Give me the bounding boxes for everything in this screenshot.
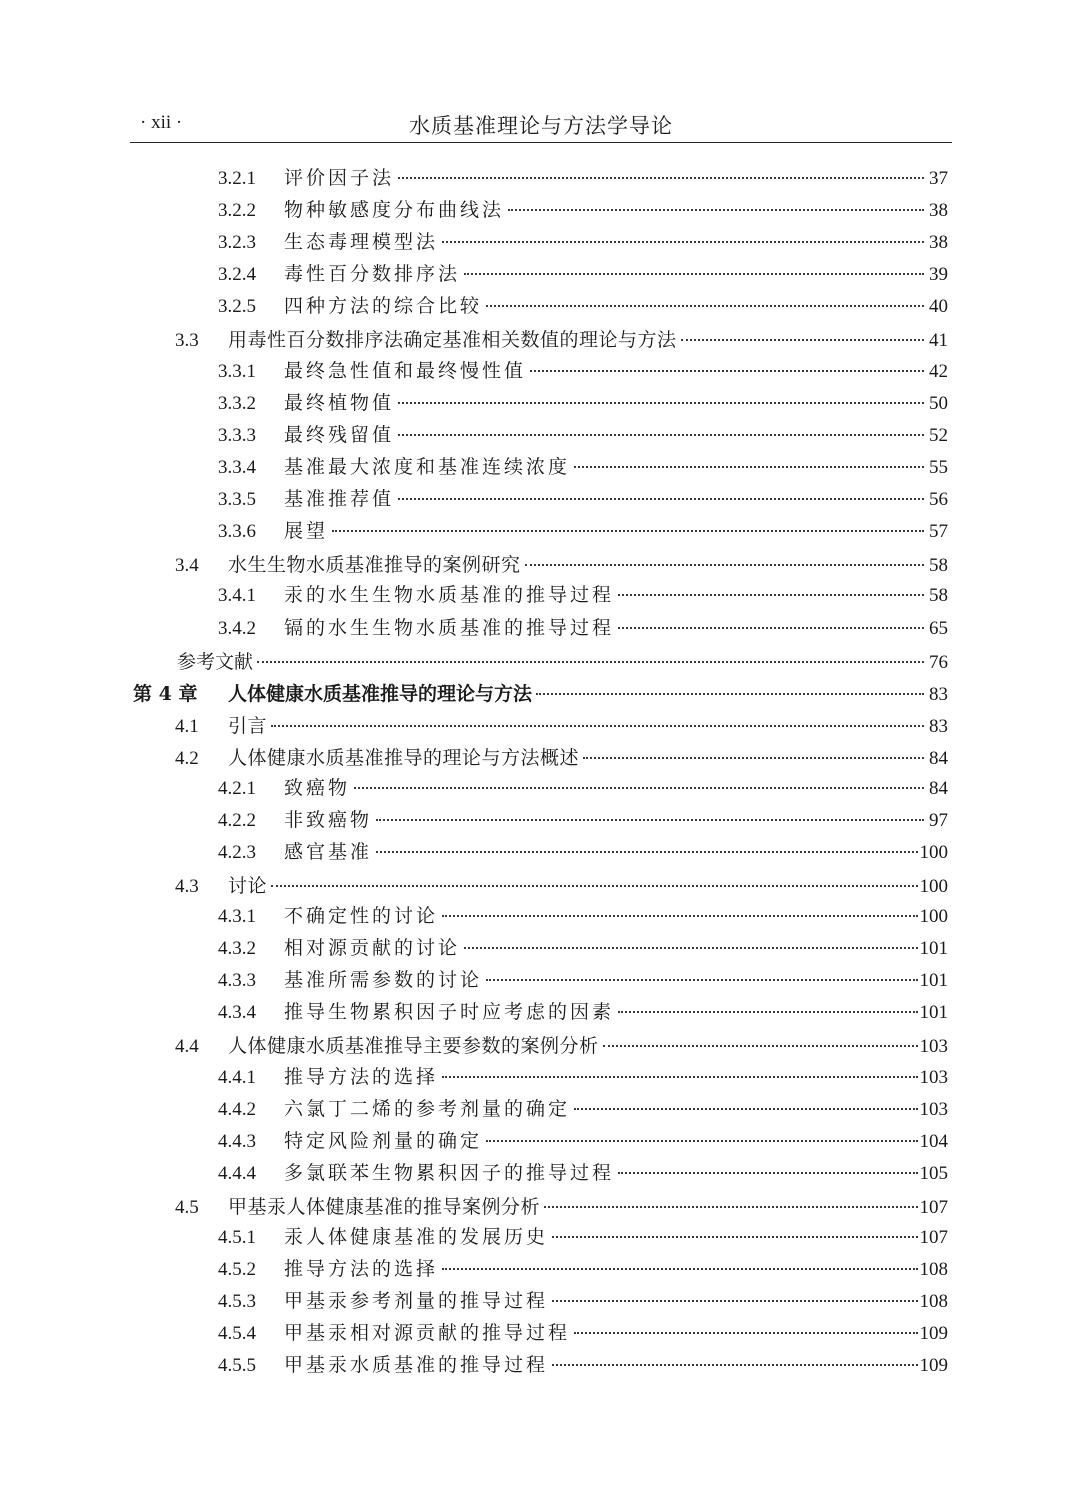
dot-leader [574,1332,917,1334]
entry-page: 39 [929,264,948,285]
dot-leader [398,498,924,500]
entry-page: 38 [929,232,948,253]
entry-title: 特定风险剂量的确定 [284,1130,483,1152]
entry-number: 3.2.4 [218,264,256,285]
entry-page: 42 [929,361,948,382]
dot-leader [271,885,917,887]
entry-title: 用毒性百分数排序法确定基准相关数值的理论与方法 [228,329,677,351]
entry-number: 4.5.3 [218,1291,256,1312]
entry-number: 4.4.4 [218,1163,256,1184]
entry-title: 引言 [228,715,268,737]
entry-page: 100 [919,842,948,863]
entry-number: 4.5.2 [218,1259,256,1280]
entry-number: 4.3 [175,876,199,897]
entry-number: 4.4.3 [218,1131,256,1152]
toc-entry[interactable] [218,1286,948,1318]
entry-number: 3.4 [175,555,199,576]
toc-entry[interactable] [218,484,948,516]
toc-entry[interactable] [218,1158,948,1190]
toc-entry[interactable] [218,997,948,1029]
dot-leader [618,1172,917,1174]
entry-page: 37 [929,168,948,189]
chapter-number: 第 4 章 [133,683,198,705]
dot-leader [552,1236,917,1238]
entry-title: 推导生物累积因子时应考虑的因素 [284,1001,615,1023]
entry-page: 83 [929,716,948,737]
toc-entry[interactable] [175,871,948,903]
entry-title: 评价因子法 [284,167,395,189]
entry-title: 最终植物值 [284,392,395,414]
entry-title: 甲基汞相对源贡献的推导过程 [284,1322,571,1344]
entry-page: 50 [929,393,948,414]
dot-leader [603,1045,918,1047]
entry-title: 不确定性的讨论 [284,905,439,927]
dot-leader [376,851,917,853]
dot-leader [442,241,924,243]
toc-entry[interactable] [218,1094,948,1126]
entry-number: 4.3.3 [218,970,256,991]
entry-page: 107 [919,1227,948,1248]
dot-leader [398,402,924,404]
toc-entry[interactable] [175,325,948,357]
entry-number: 4.4.1 [218,1067,256,1088]
entry-number: 3.3 [175,330,199,351]
entry-title: 最终残留值 [284,424,395,446]
dot-leader [574,466,924,468]
entry-number: 4.1 [175,716,199,737]
toc-entry[interactable] [218,1318,948,1350]
entry-page: 41 [929,330,948,351]
dot-leader [442,915,917,917]
toc-entry[interactable] [218,195,948,227]
entry-number: 3.2.1 [218,168,256,189]
toc-entry[interactable] [175,1031,948,1063]
entry-number: 3.4.1 [218,585,256,606]
entry-number: 4.5.5 [218,1355,256,1376]
entry-page: 109 [919,1355,948,1376]
entry-page: 103 [919,1099,948,1120]
dot-leader [442,1076,917,1078]
entry-title: 水生生物水质基准推导的案例研究 [228,554,521,576]
entry-page: 101 [919,1002,948,1023]
entry-page: 104 [919,1131,948,1152]
entry-page: 100 [919,906,948,927]
toc-entry[interactable] [175,1192,948,1224]
dot-leader [508,209,924,211]
dot-leader [486,305,924,307]
dot-leader [354,787,924,789]
entry-number: 4.3.2 [218,938,256,959]
dot-leader [618,627,924,629]
toc-entry[interactable] [218,259,948,291]
toc-entry[interactable] [218,965,948,997]
dot-leader [618,594,924,596]
dot-leader [552,1300,917,1302]
toc-entry[interactable] [218,1126,948,1158]
entry-page: 108 [919,1291,948,1312]
dot-leader [618,1011,917,1013]
entry-title: 基准最大浓度和基准连续浓度 [284,456,571,478]
entry-number: 4.2.2 [218,810,256,831]
toc-entry[interactable] [218,901,948,933]
dot-leader [398,434,924,436]
entry-number: 3.3.3 [218,425,256,446]
entry-title: 基准所需参数的讨论 [284,969,483,991]
dot-leader [332,530,924,532]
toc-entry[interactable] [218,356,948,388]
entry-number: 3.3.5 [218,489,256,510]
toc-entry[interactable] [175,743,948,775]
entry-title: 推导方法的选择 [284,1258,439,1280]
dot-leader [442,1268,917,1270]
toc-entry[interactable] [218,227,948,259]
entry-page: 84 [929,748,948,769]
entry-page: 107 [919,1197,948,1218]
entry-title: 最终急性值和最终慢性值 [284,360,527,382]
entry-page: 83 [929,684,948,705]
toc-entry[interactable] [218,933,948,965]
entry-title: 六氯丁二烯的参考剂量的确定 [284,1098,571,1120]
toc-entry[interactable] [218,516,948,548]
toc-entry[interactable] [218,1350,948,1382]
dot-leader [525,564,924,566]
toc-entry[interactable] [218,1254,948,1286]
entry-number: 3.2.2 [218,200,256,221]
toc-entry[interactable] [218,163,948,195]
toc-entry[interactable] [218,291,948,323]
toc-entry[interactable] [218,613,948,645]
entry-number: 3.3.1 [218,361,256,382]
toc-entry[interactable] [218,420,948,452]
entry-number: 4.5.1 [218,1227,256,1248]
entry-number: 3.3.6 [218,521,256,542]
toc-entry[interactable] [218,1222,948,1254]
entry-number: 4.2.3 [218,842,256,863]
dot-leader [530,370,924,372]
dot-leader [271,725,924,727]
entry-page: 108 [919,1259,948,1280]
entry-title: 展望 [284,520,329,542]
toc-entry-references[interactable] [177,647,948,679]
entry-number: 4.5 [175,1197,199,1218]
toc-entry[interactable] [218,837,948,869]
entry-title: 生态毒理模型法 [284,231,439,253]
toc-chapter[interactable] [133,679,948,711]
entry-title: 毒性百分数排序法 [284,263,461,285]
entry-page: 101 [919,970,948,991]
toc-entry[interactable] [218,388,948,420]
dot-leader [464,273,924,275]
toc-entry[interactable] [218,1062,948,1094]
entry-title: 感官基准 [284,841,373,863]
toc-entry[interactable] [218,773,948,805]
entry-title: 人体健康水质基准推导主要参数的案例分析 [228,1035,599,1057]
dot-leader [398,177,924,179]
dot-leader [544,1206,917,1208]
entry-page: 58 [929,585,948,606]
entry-page: 58 [929,555,948,576]
entry-page: 65 [929,618,948,639]
entry-title: 参考文献 [177,651,254,673]
dot-leader [574,1108,917,1110]
entry-number: 3.3.4 [218,457,256,478]
dot-leader [486,979,917,981]
entry-title: 基准推荐值 [284,488,395,510]
entry-page: 103 [919,1036,948,1057]
entry-title: 人体健康水质基准推导的理论与方法概述 [228,747,580,769]
entry-page: 105 [919,1163,948,1184]
entry-number: 3.3.2 [218,393,256,414]
entry-page: 40 [929,296,948,317]
toc-entry[interactable] [175,550,948,582]
entry-title: 多氯联苯生物累积因子的推导过程 [284,1162,615,1184]
entry-number: 4.2.1 [218,778,256,799]
entry-page: 56 [929,489,948,510]
toc-entry[interactable] [218,805,948,837]
entry-number: 3.2.5 [218,296,256,317]
entry-title: 甲基汞人体健康基准的推导案例分析 [228,1196,541,1218]
entry-number: 4.4 [175,1036,199,1057]
entry-title: 物种敏感度分布曲线法 [284,199,505,221]
entry-title: 讨论 [228,875,268,897]
entry-title: 汞的水生生物水质基准的推导过程 [284,584,615,606]
entry-number: 4.2 [175,748,199,769]
entry-title: 致癌物 [284,777,351,799]
entry-page: 84 [929,778,948,799]
entry-page: 109 [919,1323,948,1344]
page-number: · xii · [140,112,183,133]
dot-leader [552,1364,917,1366]
entry-page: 100 [919,876,948,897]
book-title: 水质基准理论与方法学导论 [409,114,673,138]
entry-number: 4.3.1 [218,906,256,927]
toc-entry[interactable] [175,711,948,743]
entry-title: 甲基汞参考剂量的推导过程 [284,1290,549,1312]
entry-page: 57 [929,521,948,542]
entry-page: 101 [919,938,948,959]
entry-page: 76 [929,652,948,673]
toc-entry[interactable] [218,580,948,612]
entry-page: 38 [929,200,948,221]
entry-title: 相对源贡献的讨论 [284,937,461,959]
entry-number: 4.4.2 [218,1099,256,1120]
entry-title: 镉的水生生物水质基准的推导过程 [284,617,615,639]
entry-title: 推导方法的选择 [284,1066,439,1088]
entry-page: 97 [929,810,948,831]
dot-leader [583,757,924,759]
running-header [130,108,952,143]
entry-page: 52 [929,425,948,446]
entry-page: 103 [919,1067,948,1088]
entry-page: 55 [929,457,948,478]
entry-number: 4.3.4 [218,1002,256,1023]
entry-title: 四种方法的综合比较 [284,295,483,317]
entry-title: 非致癌物 [284,809,373,831]
dot-leader [376,819,924,821]
dot-leader [681,339,924,341]
entry-number: 3.4.2 [218,618,256,639]
dot-leader [486,1140,917,1142]
dot-leader [536,693,924,695]
entry-number: 3.2.3 [218,232,256,253]
dot-leader [464,947,917,949]
entry-title: 汞人体健康基准的发展历史 [284,1226,549,1248]
toc-entry[interactable] [218,452,948,484]
entry-title: 甲基汞水质基准的推导过程 [284,1354,549,1376]
dot-leader [257,661,924,663]
chapter-title: 人体健康水质基准推导的理论与方法 [228,683,533,705]
entry-number: 4.5.4 [218,1323,256,1344]
